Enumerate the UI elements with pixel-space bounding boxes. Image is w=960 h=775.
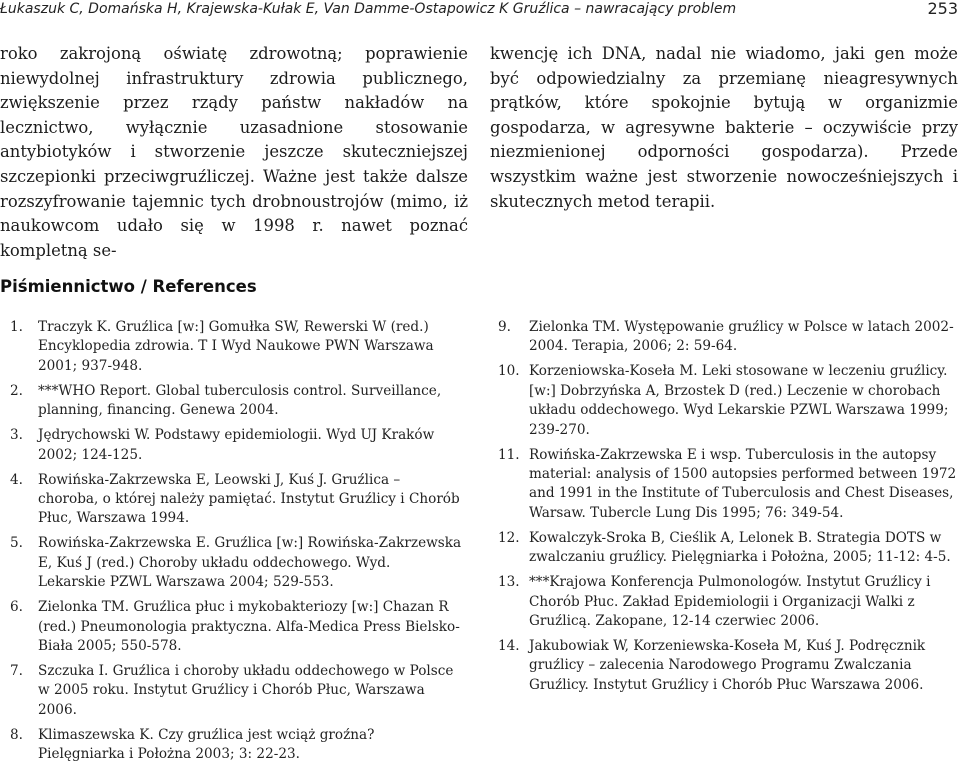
reference-item bbox=[498, 362, 958, 440]
reference-item bbox=[10, 318, 462, 376]
reference-text: Rowińska-Zakrzewska E. Gruźlica [w:] Rowińska-Zakrzewska E, Kuś J (red.) Choroby układu oddechowego. Wyd. Lekarskie PZWL Warszawa 2004; 529-553. bbox=[38, 535, 462, 591]
reference-text: ***WHO Report. Global tuberculosis control. Surveillance, planning, financing. Genewa 2004. bbox=[38, 382, 442, 419]
reference-text: Zielonka TM. Gruźlica płuc i mykobakteriozy [w:] Chazan R (red.) Pneumonologia praktyczna. Alfa-Medica Press Bielsko-Biała 2005; 550-578. bbox=[38, 599, 460, 655]
page-number: 253 bbox=[927, 0, 958, 18]
reference-number: 3. bbox=[10, 427, 23, 444]
reference-number: 11. bbox=[498, 446, 520, 463]
reference-number: 13. bbox=[498, 574, 520, 591]
reference-number: 6. bbox=[10, 599, 23, 616]
reference-item bbox=[498, 318, 958, 357]
references-list-right bbox=[498, 318, 958, 701]
reference-number: 1. bbox=[10, 319, 23, 335]
reference-item bbox=[498, 529, 958, 568]
reference-item bbox=[10, 662, 462, 720]
reference-number: 5. bbox=[10, 535, 23, 552]
reference-number: 7. bbox=[10, 663, 23, 680]
running-header-authors-title: Łukaszuk C, Domańska H, Krajewska-Kułak E, Van Damme-Ostapowicz K Gruźlica – nawracający problem bbox=[0, 1, 737, 17]
reference-text: Traczyk K. Gruźlica [w:] Gomułka SW, Rewerski W (red.) Encyklopedia zdrowia. T I Wyd Naukowe PWN Warszawa 2001; 937-948. bbox=[38, 319, 434, 374]
reference-text: Jędrychowski W. Podstawy epidemiologii. Wyd UJ Kraków 2002; 124-125. bbox=[38, 427, 435, 463]
reference-text: ***Krajowa Konferencja Pulmonologów. Instytut Gruźlicy i Chorób Płuc. Zakład Epidemiologii i Organizacji Walki z Gruźlicą. Zakopane, 12-14 czerwiec 2006. bbox=[529, 574, 931, 630]
body-text-left-column: roko zakrojoną oświatę zdrowotną; poprawienie niewydolnej infrastruktury zdrowia publicznego, zwiększenie przez rządy państw nakładów na lecznictwo, wyłącznie uzasadnione stosowanie antybiotyków i stworzenie jeszcze skuteczniejszej szczepionki przeciwgruźliczej. Ważne jest także dalsze rozszyfrowanie tajemnic tych drobnoustrojów (mimo, iż naukowcom udało się w 1998 r. nawet poznać kompletną se- bbox=[0, 44, 468, 260]
running-header bbox=[0, 0, 960, 20]
reference-item bbox=[10, 471, 462, 529]
reference-number: 14. bbox=[498, 638, 520, 655]
reference-item bbox=[10, 534, 462, 592]
reference-text: Rowińska-Zakrzewska E, Leowski J, Kuś J. Gruźlica – choroba, o której należy pamiętać. Instytut Gruźlicy i Chorób Płuc, Warszawa 1994. bbox=[38, 471, 460, 527]
reference-item bbox=[10, 726, 462, 765]
reference-number: 9. bbox=[498, 319, 511, 335]
reference-item bbox=[498, 446, 958, 524]
reference-text: Korzeniowska-Koseła M. Leki stosowane w leczeniu gruźlicy. [w:] Dobrzyńska A, Brzostek D (red.) Leczenie w chorobach układu oddechowego. Wyd Lekarskie PZWL Warszawa 1999; 239-270. bbox=[529, 363, 949, 438]
reference-text: Jakubowiak W, Korzeniewska-Koseła M, Kuś J. Podręcznik gruźlicy – zalecenia Narodowego Programu Zwalczania Gruźlicy. Instytut Gruźlicy i Chorób Płuc Warszawa 2006. bbox=[529, 638, 926, 693]
reference-text: Szczuka I. Gruźlica i choroby układu oddechowego w Polsce w 2005 roku. Instytut Gruźlicy i Chorób Płuc, Warszawa 2006. bbox=[38, 663, 454, 718]
reference-text: Rowińska-Zakrzewska E i wsp. Tuberculosis in the autopsy material: analysis of 1500 autopsies performed between 1972 and 1991 in the Institute of Tuberculosis and Chest Diseases, Warsaw. Tubercle Lung Dis 1995; 76: 349-54. bbox=[529, 446, 957, 521]
reference-number: 8. bbox=[10, 726, 23, 743]
reference-number: 10. bbox=[498, 363, 520, 380]
reference-text: Kowalczyk-Sroka B, Cieślik A, Lelonek B. Strategia DOTS w zwalczaniu gruźlicy. Pielęgniarka i Położna, 2005; 11-12: 4-5. bbox=[529, 529, 951, 566]
reference-item bbox=[10, 382, 462, 421]
reference-item bbox=[498, 573, 958, 631]
reference-number: 4. bbox=[10, 471, 23, 488]
reference-number: 12. bbox=[498, 529, 520, 546]
body-text-right-column: kwencję ich DNA, nadal nie wiadomo, jaki gen może być odpowiedzialny za przemianę nieagresywnych prątków, które spokojnie bytują w organizmie gospodarza, w agresywne bakterie – oczywiście przy niezmienionej odporności gospodarza). Przede wszystkim ważne jest stworzenie nowocześniejszych i skutecznych metod terapii. bbox=[490, 44, 958, 211]
references-list-left bbox=[10, 318, 462, 770]
reference-item bbox=[10, 426, 462, 465]
reference-item bbox=[10, 598, 462, 656]
reference-item bbox=[498, 637, 958, 695]
reference-number: 2. bbox=[10, 382, 23, 399]
reference-text: Klimaszewska K. Czy gruźlica jest wciąż groźna? Pielęgniarka i Położna 2003; 3: 22-23. bbox=[38, 726, 375, 763]
references-heading: Piśmiennictwo / References bbox=[0, 277, 257, 296]
reference-text: Zielonka TM. Występowanie gruźlicy w Polsce w latach 2002-2004. Terapia, 2006; 2: 59-64. bbox=[529, 319, 954, 355]
